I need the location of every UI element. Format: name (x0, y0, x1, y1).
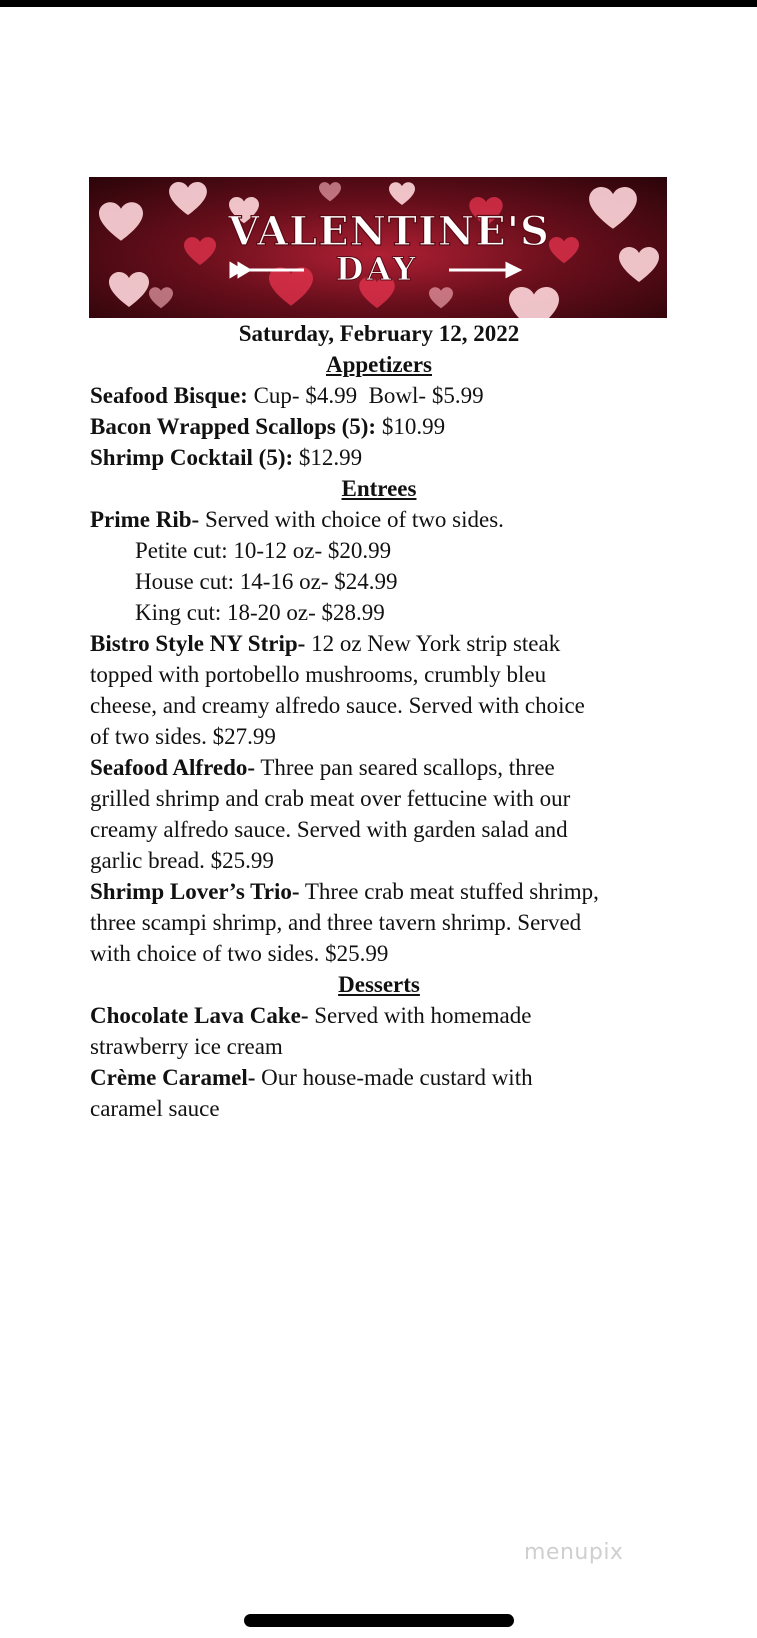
watermark: menupix (524, 1540, 624, 1565)
cut-option: King cut: 18-20 oz- $28.99 (135, 600, 385, 625)
item-desc-line: with choice of two sides. $25.99 (90, 941, 389, 966)
menu-item (90, 442, 690, 473)
heart-icon (99, 202, 143, 241)
appetizers-heading: Appetizers (325, 352, 433, 377)
home-indicator[interactable] (244, 1614, 514, 1627)
banner-subtitle: DAY (335, 250, 419, 288)
menu-item (90, 411, 690, 442)
hearts-background (89, 177, 667, 318)
item-name: Shrimp Cocktail (5): (90, 445, 294, 470)
heart-icon (109, 272, 149, 307)
menu-item (90, 752, 690, 783)
heart-icon (509, 287, 559, 318)
item-desc-line: creamy alfredo sauce. Served with garden salad and (90, 817, 568, 842)
item-desc-line: topped with portobello mushrooms, crumbly bleu (90, 662, 547, 687)
item-name: Seafood Alfredo- (90, 755, 256, 780)
entrees-heading: Entrees (341, 476, 417, 501)
item-desc: Three crab meat stuffed shrimp, (299, 879, 599, 904)
item-name: Bacon Wrapped Scallops (5): (90, 414, 377, 439)
heart-icon (619, 247, 659, 282)
item-desc-line: caramel sauce (90, 1096, 220, 1121)
heart-icon (149, 287, 173, 308)
cut-option: House cut: 14-16 oz- $24.99 (135, 569, 398, 594)
valentines-banner (89, 177, 667, 318)
item-desc-line: of two sides. $27.99 (90, 724, 276, 749)
menu-item (90, 1000, 690, 1031)
heart-icon (589, 187, 637, 229)
menu-item (90, 504, 690, 535)
arrow-right-icon (449, 264, 519, 276)
item-name: Seafood Bisque: (90, 383, 248, 408)
heart-icon (169, 182, 207, 215)
menu-item (90, 1062, 690, 1093)
item-name: Prime Rib- (90, 507, 200, 532)
item-name: Bistro Style NY Strip- (90, 631, 306, 656)
menu-date: Saturday, February 12, 2022 (238, 321, 520, 346)
item-name: Crème Caramel- (90, 1065, 256, 1090)
item-desc: Three pan seared scallops, three (255, 755, 555, 780)
menu-item (90, 380, 690, 411)
item-desc: $12.99 (293, 445, 363, 470)
heart-icon (269, 267, 313, 306)
heart-icon (549, 237, 579, 263)
status-bar (0, 0, 757, 7)
menu-body (90, 318, 690, 1124)
item-desc-line: grilled shrimp and crab meat over fettucine with our (90, 786, 571, 811)
banner-title: VALENTINE'S (228, 208, 550, 255)
item-desc-line: garlic bread. $25.99 (90, 848, 274, 873)
item-desc: Cup- $4.99 Bowl- $5.99 (247, 383, 484, 408)
heart-icon (184, 237, 216, 265)
heart-icon (429, 287, 453, 308)
desserts-heading: Desserts (338, 972, 420, 997)
item-desc: Served with choice of two sides. (199, 507, 504, 532)
menu-item (90, 876, 690, 907)
item-desc: Our house-made custard with (255, 1065, 533, 1090)
item-desc-line: three scampi shrimp, and three tavern shrimp. Served (90, 910, 582, 935)
cut-option: Petite cut: 10-12 oz- $20.99 (135, 538, 392, 563)
item-name: Shrimp Lover’s Trio- (90, 879, 300, 904)
heart-icon (319, 182, 341, 201)
item-desc-line: strawberry ice cream (90, 1034, 283, 1059)
heart-icon (389, 182, 415, 205)
menu-item (90, 628, 690, 659)
item-desc-line: cheese, and creamy alfredo sauce. Served with choice (90, 693, 585, 718)
item-name: Chocolate Lava Cake- (90, 1003, 309, 1028)
item-desc: 12 oz New York strip steak (305, 631, 561, 656)
item-desc: Served with homemade (308, 1003, 532, 1028)
item-desc: $10.99 (376, 414, 446, 439)
